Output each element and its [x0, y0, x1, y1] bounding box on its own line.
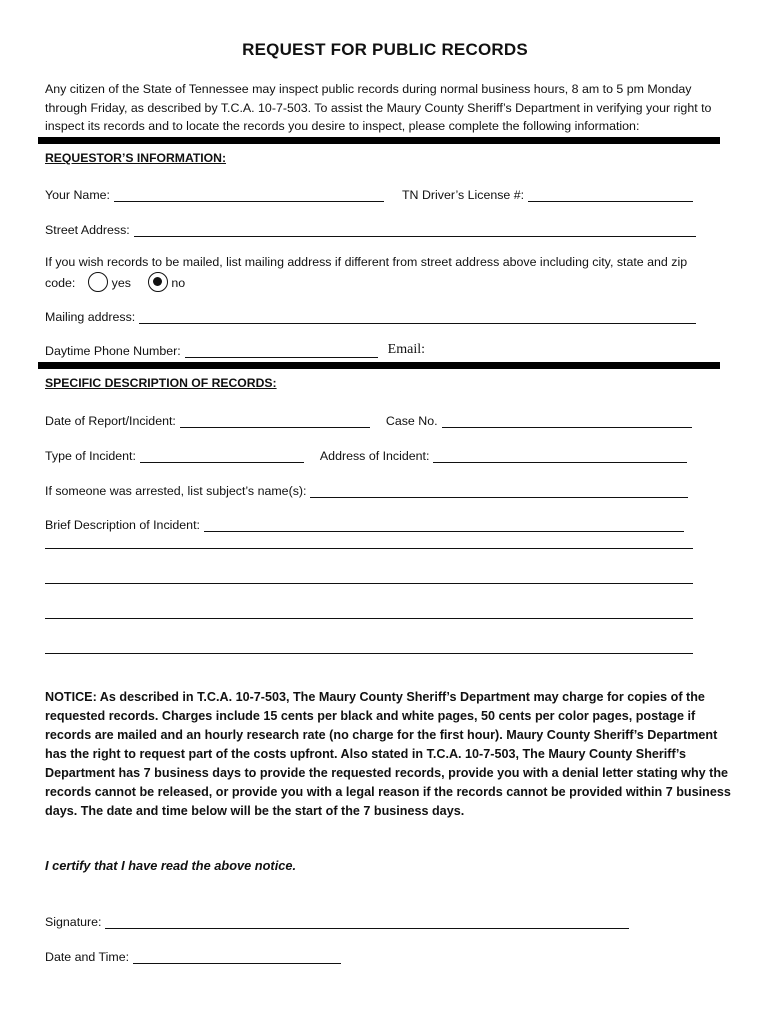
section-divider: [38, 137, 720, 144]
certify-statement: I certify that I have read the above notice.: [45, 858, 297, 873]
description-line[interactable]: [45, 548, 693, 549]
case-label: Case No.: [385, 414, 438, 428]
datetime-label: Date and Time:: [45, 950, 130, 964]
datetime-row: [45, 946, 341, 964]
date-row: [45, 410, 692, 428]
description-line[interactable]: [45, 583, 693, 584]
name-row: [45, 184, 693, 202]
phone-row: [45, 340, 429, 358]
records-heading: SPECIFIC DESCRIPTION OF RECORDS:: [45, 376, 277, 390]
mail-yes-label: yes: [111, 276, 131, 290]
phone-field[interactable]: [185, 344, 378, 358]
arrested-label: If someone was arrested, list subject’s name(s):: [45, 484, 307, 498]
type-row: [45, 445, 687, 463]
license-label: TN Driver’s License #:: [401, 188, 525, 202]
phone-label: Daytime Phone Number:: [45, 344, 181, 358]
brief-field[interactable]: [204, 518, 684, 532]
mailing-note: [45, 253, 735, 292]
mailing-row: [45, 306, 696, 324]
requestor-heading: REQUESTOR’S INFORMATION:: [45, 151, 227, 165]
mailing-label: Mailing address:: [45, 310, 136, 324]
arrested-row: [45, 480, 688, 498]
date-label: Date of Report/Incident:: [45, 414, 176, 428]
arrested-field[interactable]: [310, 484, 688, 498]
brief-label: Brief Description of Incident:: [45, 518, 200, 532]
street-label: Street Address:: [45, 223, 130, 237]
name-field[interactable]: [114, 188, 384, 202]
license-field[interactable]: [528, 188, 693, 202]
mail-no-radio[interactable]: [148, 272, 168, 292]
signature-label: Signature:: [45, 915, 102, 929]
type-label: Type of Incident:: [45, 449, 136, 463]
signature-field[interactable]: [105, 915, 629, 929]
page-title: REQUEST FOR PUBLIC RECORDS: [242, 40, 528, 59]
mailing-note-text: If you wish records to be mailed, list mailing address if different from street address above including city, state and zip: [45, 255, 688, 269]
date-field[interactable]: [180, 414, 370, 428]
mail-yes-radio[interactable]: [88, 272, 108, 292]
case-field[interactable]: [442, 414, 692, 428]
email-label: Email:: [387, 342, 425, 357]
mailing-choice-row: [45, 272, 735, 292]
name-label: Your Name:: [45, 188, 110, 202]
section-divider: [38, 362, 720, 369]
zip-code-label: code:: [45, 276, 76, 290]
street-field[interactable]: [134, 223, 696, 237]
mailing-field[interactable]: [139, 310, 696, 324]
incident-address-label: Address of Incident:: [319, 449, 430, 463]
type-field[interactable]: [140, 449, 304, 463]
brief-row: [45, 514, 684, 532]
description-line[interactable]: [45, 653, 693, 654]
intro-paragraph: Any citizen of the State of Tennessee may inspect public records during normal business hours, 8 am to 5 pm Monday through Friday, as described by T.C.A. 10-7-503. To assist the Maury County Sheriff’s Department in verifying your right to inspect its records and to locate the records you desire to inspect, please complete the following information:: [45, 82, 712, 133]
street-row: [45, 219, 696, 237]
description-line[interactable]: [45, 618, 693, 619]
notice-paragraph: NOTICE: As described in T.C.A. 10-7-503, The Maury County Sheriff’s Department may charge for copies of the requested records. Charges include 15 cents per black and white pages, 50 cents per color pages, postage if records are mailed and an hourly research rate (no charge for the first hour). Maury County Sheriff’s Department has the right to request part of the costs upfront. Also stated in T.C.A. 10-7-503, The Maury County Sheriff’s Department has 7 business days to provide the requested records, provide you with a denial letter stating why the records cannot be released, or provide you with a legal reason if the records cannot be provided within 7 business days. The date and time below will be the start of the 7 business days.: [45, 690, 731, 818]
signature-row: [45, 911, 629, 929]
mail-no-label: no: [171, 276, 186, 290]
incident-address-field[interactable]: [433, 449, 687, 463]
datetime-field[interactable]: [133, 950, 341, 964]
